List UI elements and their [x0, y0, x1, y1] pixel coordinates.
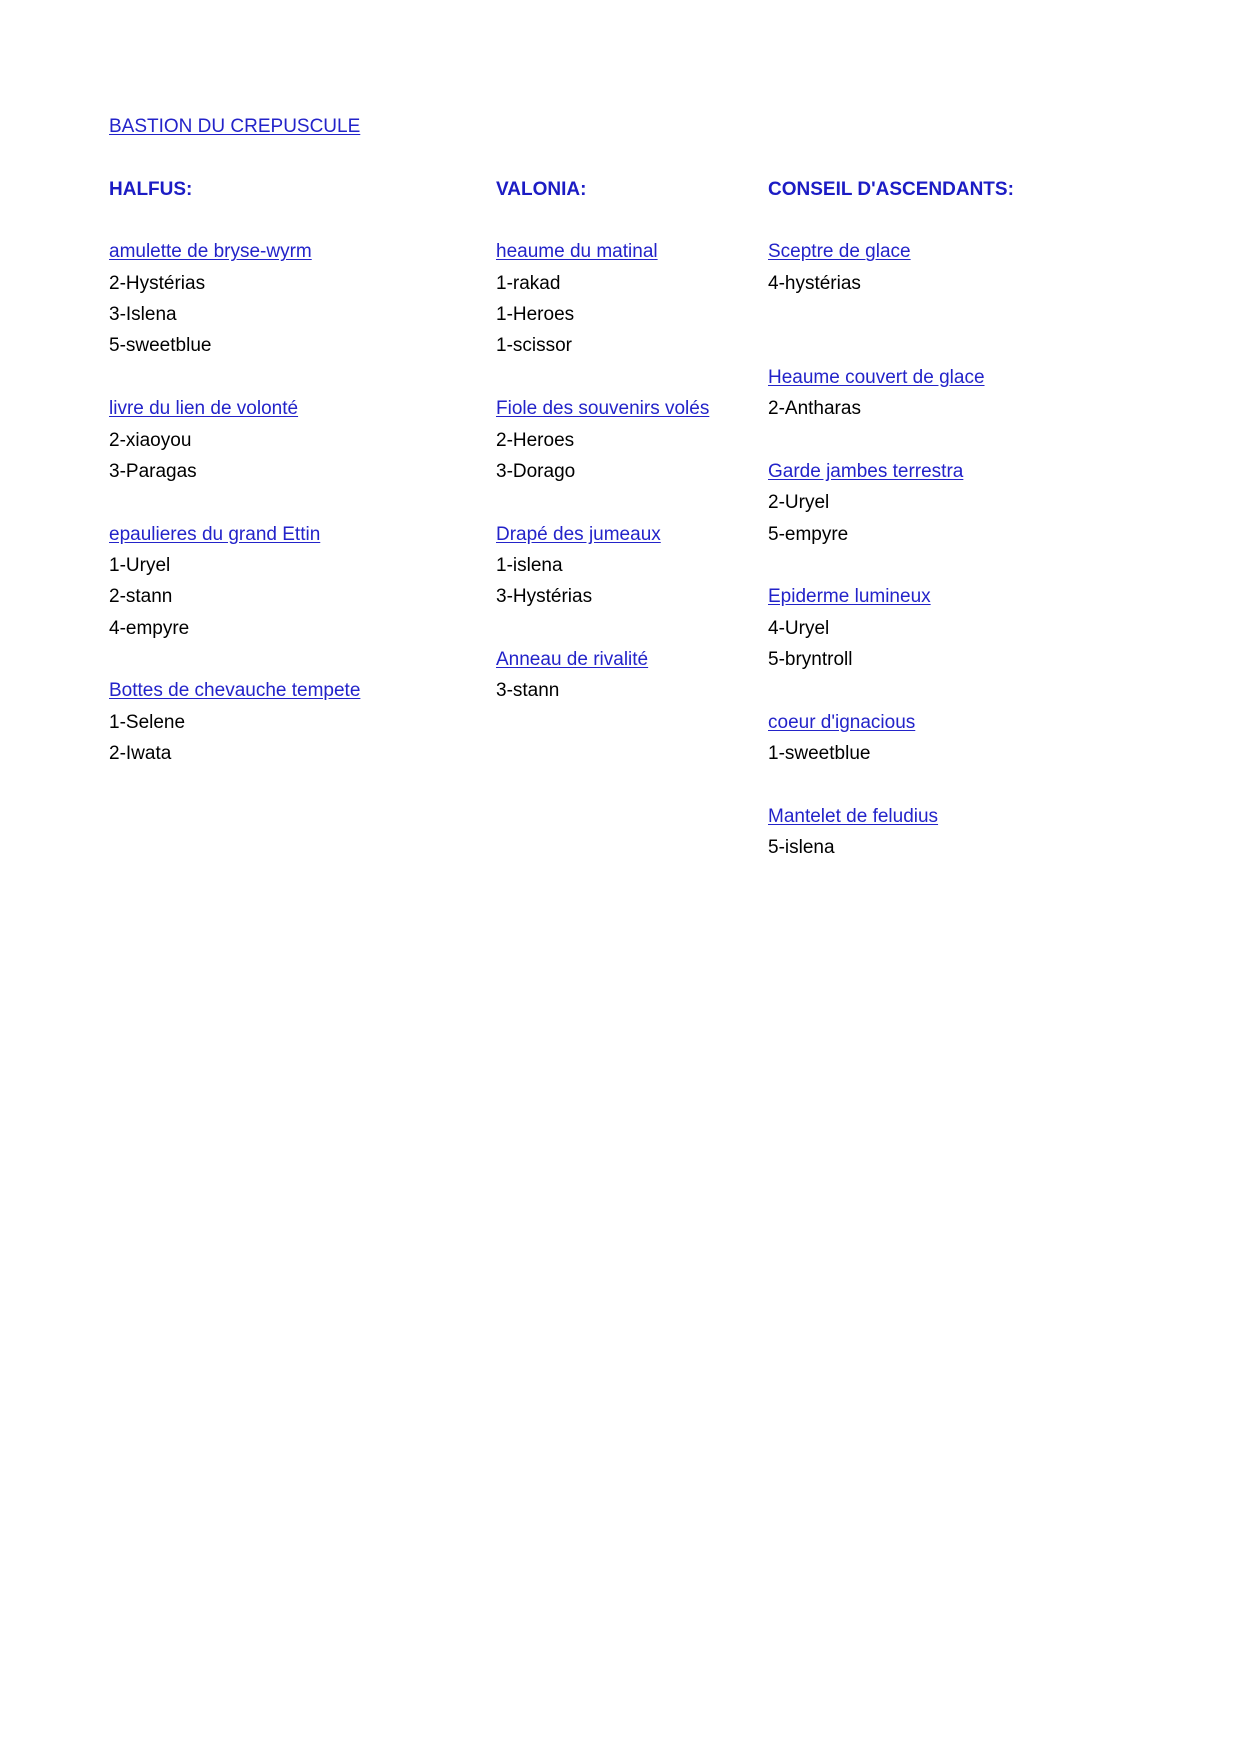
entry: 2-Iwata: [109, 743, 172, 765]
entry: 5-empyre: [768, 523, 849, 545]
item-link[interactable]: Drapé des jumeaux: [496, 523, 661, 545]
entry: 4-empyre: [109, 617, 190, 639]
entry: 3-Hystérias: [496, 586, 593, 608]
entry: 4-Uryel: [768, 617, 830, 639]
column-header: VALONIA:: [496, 178, 587, 200]
entry: 2-Hystérias: [109, 272, 206, 294]
entry: 2-xiaoyou: [109, 429, 192, 451]
item-link[interactable]: Epiderme lumineux: [768, 586, 931, 608]
entry: 1-Heroes: [496, 304, 575, 326]
entry: 1-rakad: [496, 272, 561, 294]
item-link[interactable]: amulette de bryse-wyrm: [109, 241, 312, 263]
entry: 1-Selene: [109, 711, 186, 733]
entry: 1-scissor: [496, 335, 573, 357]
entry: 5-sweetblue: [109, 335, 212, 357]
entry: 5-islena: [768, 837, 835, 859]
item-link[interactable]: Mantelet de feludius: [768, 805, 939, 827]
entry: 1-Uryel: [109, 555, 171, 576]
item-link[interactable]: Anneau de rivalité: [496, 649, 649, 671]
entry: 2-Heroes: [496, 429, 575, 451]
entry: 2-Antharas: [768, 398, 861, 420]
entry: 3-Dorago: [496, 460, 576, 482]
item-link[interactable]: Garde jambes terrestra: [768, 460, 964, 482]
entry: 5-bryntroll: [768, 649, 853, 671]
entry: 1-islena: [496, 555, 563, 576]
entry: 3-Islena: [109, 304, 177, 326]
item-link[interactable]: coeur d'ignacious: [768, 711, 916, 733]
item-link[interactable]: Sceptre de glace: [768, 241, 911, 263]
item-link[interactable]: epaulieres du grand Ettin: [109, 523, 321, 545]
column-conseil-ascendants: [768, 174, 1014, 864]
document-title-link[interactable]: BASTION DU CREPUSCULE: [109, 116, 361, 137]
item-link[interactable]: Fiole des souvenirs volés: [496, 398, 710, 420]
column-valonia: [496, 174, 709, 707]
column-header: HALFUS:: [109, 178, 193, 200]
entry: 2-stann: [109, 586, 173, 608]
item-link[interactable]: heaume du matinal: [496, 241, 658, 263]
column-header: CONSEIL D'ASCENDANTS:: [768, 178, 1014, 200]
item-link[interactable]: livre du lien de volonté: [109, 398, 299, 420]
entry: 4-hystérias: [768, 272, 861, 294]
item-link[interactable]: Heaume couvert de glace: [768, 366, 985, 388]
entry: 1-sweetblue: [768, 743, 871, 765]
column-halfus: [109, 174, 360, 770]
entry: 3-Paragas: [109, 460, 197, 482]
entry: 3-stann: [496, 680, 560, 702]
item-link[interactable]: Bottes de chevauche tempete: [109, 680, 361, 702]
entry: 2-Uryel: [768, 492, 830, 514]
